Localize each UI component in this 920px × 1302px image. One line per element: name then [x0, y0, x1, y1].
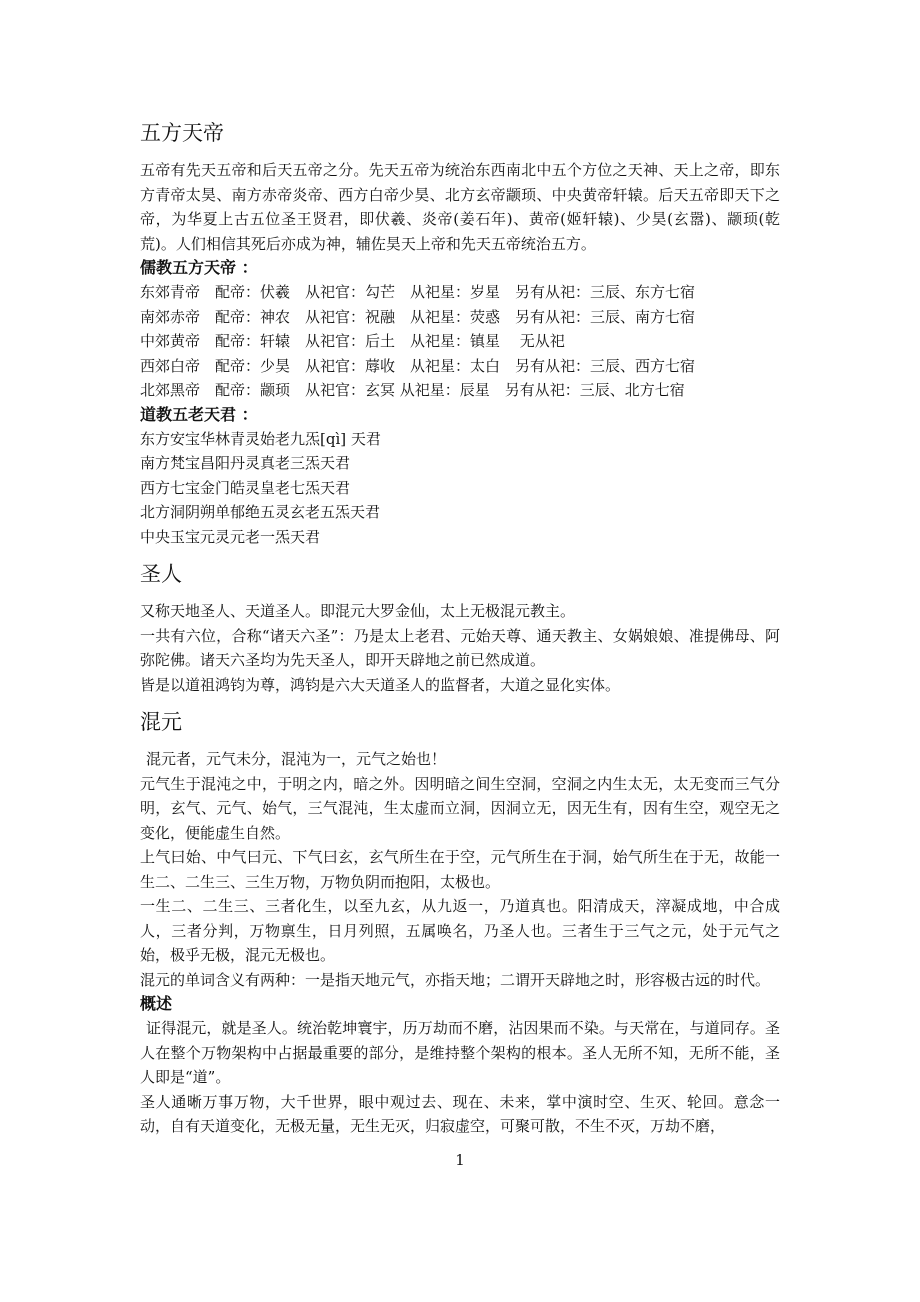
paragraph: 一共有六位，合称“诸天六圣”：乃是太上老君、元始天尊、通天教主、女娲娘娘、准提佛母、阿弥陀佛。诸天六圣均为先天圣人，即开天辟地之前已然成道。: [140, 626, 780, 669]
taoist-list: [140, 427, 780, 550]
paragraph: 混元者，元气未分，混沌为一，元气之始也！: [146, 750, 447, 768]
list-item: 西方七宝金门皓灵皇老七炁天君: [140, 478, 351, 497]
paragraph: 又称天地圣人、天道圣人。即混元大罗金仙，太上无极混元教主。: [140, 602, 576, 620]
paragraph: 圣人通晰万事万物，大千世界，眼中观过去、现在、未来，掌中演时空、生灭、轮回。意念一动，自有天道变化，无极无量，无生无灭，归寂虚空，可聚可散，不生不灭，万劫不磨，: [140, 1092, 780, 1135]
list-item: 中郊黄帝 配帝：轩辕 从祀官：后土 从祀星：镇星 无从祀: [140, 332, 565, 350]
list-item: 南郊赤帝 配帝：神农 从祀官：祝融 从祀星：荧惑 另有从祀：三辰、南方七宿: [140, 307, 696, 326]
paragraph: 上气曰始、中气曰元、下气曰玄，玄气所生在于空，元气所生在于洞，始气所生在于无，故能一生二、二生三、三生万物，万物负阴而抱阳，太极也。: [140, 848, 780, 891]
page-content: [140, 118, 780, 1139]
subheading-overview: 概述: [140, 994, 173, 1013]
list-item: 东郊青帝 配帝：伏羲 从祀官：勾芒 从祀星：岁星 另有从祀：三辰、东方七宿: [140, 283, 696, 301]
page-number: 1: [455, 1151, 465, 1169]
list-item: 西郊白帝 配帝：少昊 从祀官：蓐收 从祀星：太白 另有从祀：三辰、西方七宿: [140, 356, 696, 375]
confucian-list: [140, 280, 780, 403]
paragraph: 元气生于混沌之中，于明之内，暗之外。因明暗之间生空洞，空洞之内生太无，太无变而三气分明，玄气、元气、始气，三气混沌，生太虚而立洞，因洞立无，因无生有，因有生空，观空无之变化，便能虚生自然。: [140, 774, 780, 842]
section-title-hunyuan: 混元: [140, 710, 182, 734]
paragraph: 混元的单词含义有两种：一是指天地元气，亦指天地；二谓开天辟地之时，形容极古远的时代。: [140, 970, 771, 989]
paragraph: 证得混元，就是圣人。统治乾坤寰宇，历万劫而不磨，沾因果而不染。与天常在，与道同存。圣人在整个万物架构中占据最重要的部分，是维持整个架构的根本。圣人无所不知，无所不能，圣人即是“道”。: [140, 1019, 780, 1086]
list-item: 东方安宝华林青灵始老九炁[qì] 天君: [140, 429, 381, 448]
subheading-confucian: 儒教五方天帝 ：: [140, 258, 258, 277]
list-item: 南方梵宝昌阳丹灵真老三炁天君: [140, 454, 351, 472]
section-title-sage: 圣人: [140, 562, 182, 586]
paragraph: 五帝有先天五帝和后天五帝之分。先天五帝为统治东西南北中五个方位之天神、天上之帝，即东方青帝太昊、南方赤帝炎帝、西方白帝少昊、北方玄帝颛顼、中央黄帝轩辕。后天五帝即天下之帝，为华夏上古五位圣王贤君，即伏羲、炎帝(姜石年)、黄帝(姬轩辕)、少昊(玄嚣)、颛顼(乾荒)。人们相信其死后亦成为神，辅佐昊天上帝和先天五帝统治五方。: [140, 161, 780, 253]
list-item: 北方洞阴朔单郁绝五灵玄老五炁天君: [140, 503, 381, 521]
paragraph: 一生二、二生三、三者化生，以至九玄，从九返一，乃道真也。阳清成天，滓凝成地，中合成人，三者分判，万物禀生，日月列照，五属唤名，乃圣人也。三者生于三气之元，处于元气之始，极乎无极，混元无极也。: [140, 897, 780, 964]
paragraph: 皆是以道祖鸿钧为尊，鸿钧是六大天道圣人的监督者，大道之显化实体。: [140, 675, 621, 694]
list-item: 北郊黑帝 配帝：颛顼 从祀官：玄冥 从祀星：辰星 另有从祀：三辰、北方七宿: [140, 381, 685, 399]
section-title-five-emperors: 五方天帝: [140, 121, 224, 145]
list-item: 中央玉宝元灵元老一炁天君: [140, 527, 321, 546]
subheading-taoist: 道教五老天君 ：: [140, 404, 258, 424]
